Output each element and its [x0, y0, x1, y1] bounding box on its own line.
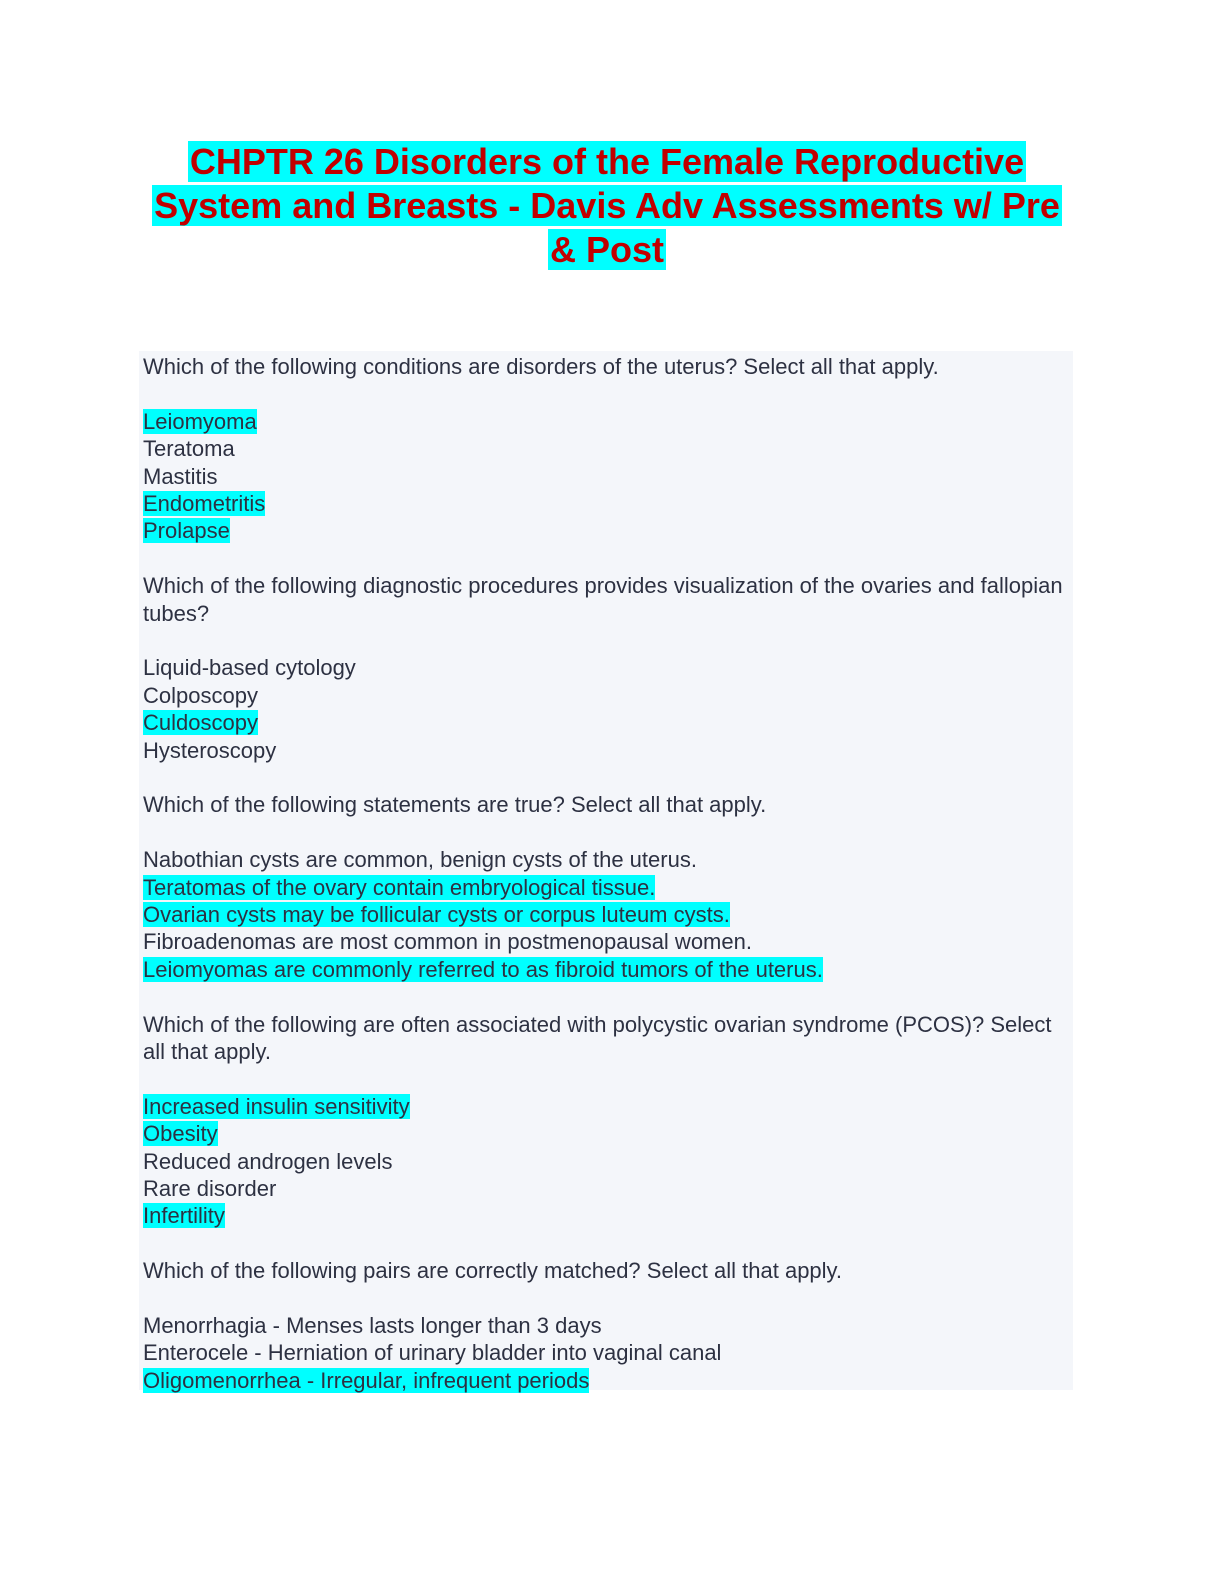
option-item — [143, 682, 1069, 709]
question-2-text: Which of the following diagnostic procedures provides visualization of the ovaries and fallopian tubes? — [143, 573, 1063, 626]
option-text: Reduced androgen levels — [143, 1148, 393, 1174]
option-text: Mastitis — [143, 463, 218, 489]
option-answer-highlight: Increased insulin sensitivity — [143, 1093, 410, 1119]
option-item — [143, 435, 1069, 462]
title-line-3 — [140, 228, 1074, 272]
option-item — [143, 1367, 1069, 1394]
quiz-content-panel — [139, 351, 1073, 1393]
option-item — [143, 517, 1069, 544]
option-item — [143, 1202, 1069, 1229]
document-title — [140, 140, 1074, 272]
option-answer-highlight: Teratomas of the ovary contain embryological tissue. — [143, 874, 656, 900]
title-line-2 — [140, 184, 1074, 228]
option-answer-highlight: Leiomyoma — [143, 408, 257, 434]
question-3-text: Which of the following statements are true? Select all that apply. — [143, 792, 767, 818]
option-item — [143, 1120, 1069, 1147]
title-line-1 — [140, 140, 1074, 184]
option-item — [143, 901, 1069, 928]
option-item — [143, 1093, 1069, 1120]
option-item — [143, 737, 1069, 764]
question-3-options — [143, 846, 1069, 983]
title-line-1-text: CHPTR 26 Disorders of the Female Reproductive — [189, 141, 1025, 182]
option-item — [143, 463, 1069, 490]
option-text: Teratoma — [143, 436, 235, 462]
option-answer-highlight: Infertility — [143, 1203, 225, 1229]
option-item — [143, 928, 1069, 955]
option-answer-highlight: Leiomyomas are commonly referred to as fibroid tumors of the uterus. — [143, 956, 823, 982]
option-text: Hysteroscopy — [143, 737, 277, 763]
question-4-options — [143, 1093, 1069, 1230]
option-answer-highlight: Ovarian cysts may be follicular cysts or corpus luteum cysts. — [143, 902, 730, 928]
option-item — [143, 1175, 1069, 1202]
question-5-text: Which of the following pairs are correctly matched? Select all that apply. — [143, 1258, 843, 1284]
option-text: Liquid-based cytology — [143, 655, 356, 681]
option-item — [143, 1148, 1069, 1175]
option-text: Nabothian cysts are common, benign cysts of the uterus. — [143, 847, 697, 873]
option-item — [143, 846, 1069, 873]
option-item — [143, 654, 1069, 681]
option-item — [143, 1339, 1069, 1366]
option-answer-highlight: Prolapse — [143, 518, 230, 544]
question-1-options — [143, 408, 1069, 545]
title-line-2-text: System and Breasts - Davis Adv Assessments w/ Pre — [154, 185, 1060, 226]
option-answer-highlight: Endometritis — [143, 491, 266, 517]
question-2-options — [143, 654, 1069, 764]
option-item — [143, 956, 1069, 983]
option-answer-highlight: Culdoscopy — [143, 710, 258, 736]
option-text: Colposcopy — [143, 682, 258, 708]
option-item — [143, 1312, 1069, 1339]
question-5-options — [143, 1312, 1069, 1394]
option-answer-highlight: Oligomenorrhea - Irregular, infrequent periods — [143, 1367, 590, 1393]
option-item — [143, 490, 1069, 517]
option-item — [143, 874, 1069, 901]
option-text: Enterocele - Herniation of urinary bladder into vaginal canal — [143, 1340, 722, 1366]
option-answer-highlight: Obesity — [143, 1121, 218, 1147]
question-4-text: Which of the following are often associated with polycystic ovarian syndrome (PCOS)? Select all that apply. — [143, 1011, 1052, 1065]
option-text: Fibroadenomas are most common in postmenopausal women. — [143, 929, 752, 955]
option-item — [143, 408, 1069, 435]
option-item — [143, 709, 1069, 736]
option-text: Rare disorder — [143, 1176, 277, 1202]
option-text: Menorrhagia - Menses lasts longer than 3 days — [143, 1313, 602, 1339]
title-line-3-text: & Post — [549, 229, 664, 270]
question-1-text: Which of the following conditions are disorders of the uterus? Select all that apply. — [143, 354, 939, 379]
